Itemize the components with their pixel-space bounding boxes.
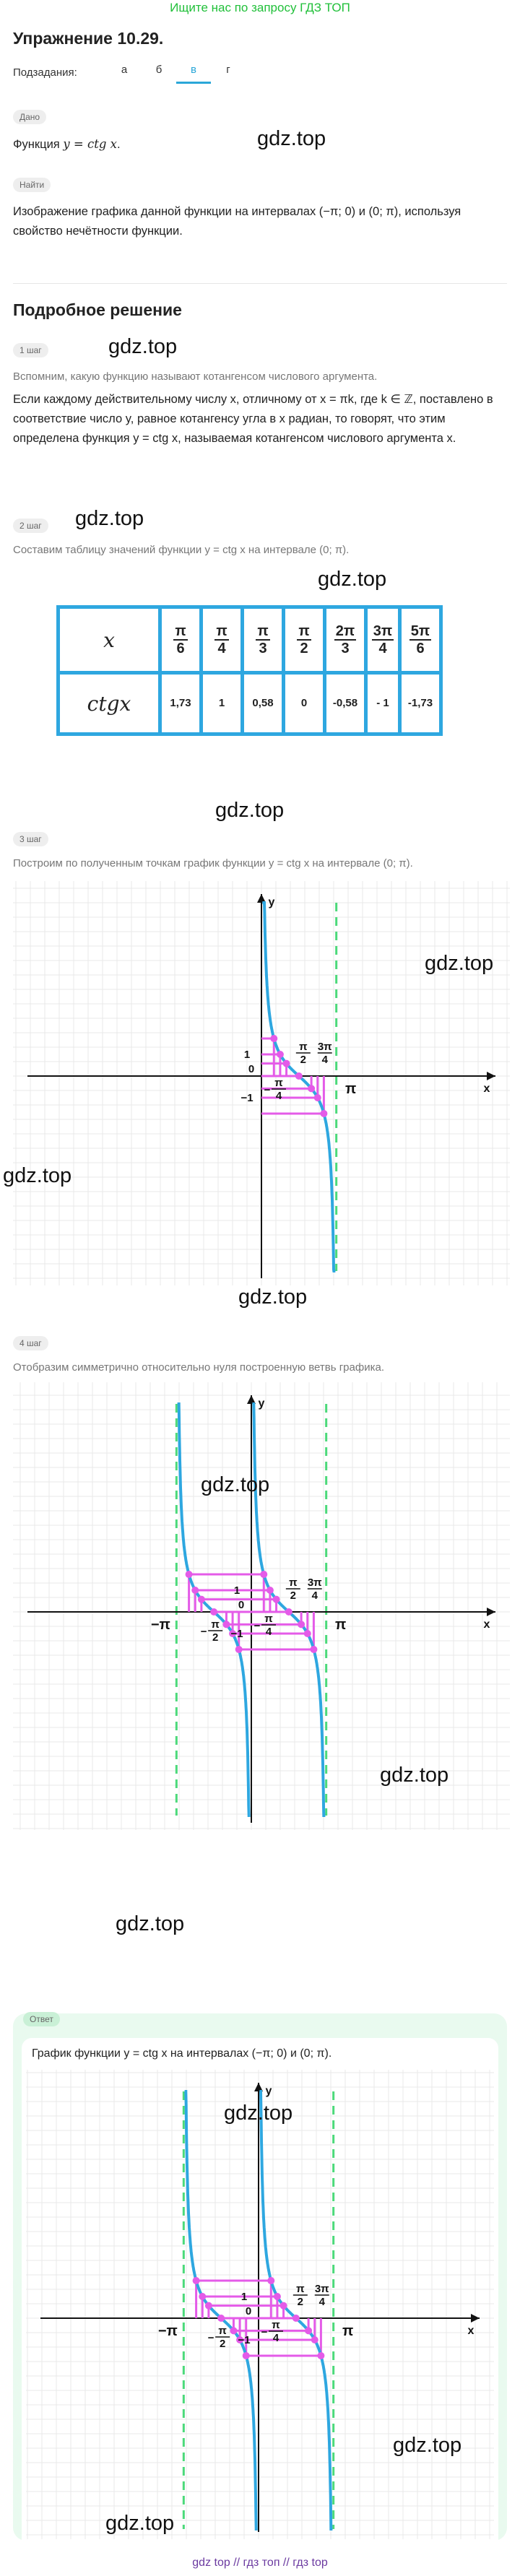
table-cell: $\frac{\pi}{2}$ xyxy=(284,607,325,673)
label-pi-over-2-num: π xyxy=(299,1041,308,1053)
step-3-note: Построим по полученным точкам график функции y = ctg x на интервале (0; π). xyxy=(13,857,413,869)
answer-tag: Ответ xyxy=(23,2012,60,2026)
label-minus-pi-over-2 xyxy=(208,2325,230,2350)
table-cell: $\frac{2\pi}{3}$ xyxy=(325,607,366,673)
label-minus-pi-over-2 xyxy=(201,1618,222,1644)
watermark: gdz.top xyxy=(380,1764,449,1787)
given-text-post: . xyxy=(116,138,121,151)
label-minus-pi-over-2-num: π xyxy=(218,2325,227,2337)
label-pi-over-2-den: 2 xyxy=(300,1054,307,1066)
data-point xyxy=(277,1051,284,1058)
given-text-pre: Функция xyxy=(13,138,64,151)
label-minus-one: −1 xyxy=(240,1092,254,1104)
values-table xyxy=(56,605,443,736)
table-cell: -1,73 xyxy=(400,673,441,734)
subtasks-label: Подзадания: xyxy=(13,66,77,79)
label-3pi-over-4-den: 4 xyxy=(311,1590,318,1602)
watermark: gdz.top xyxy=(224,2102,293,2125)
data-point xyxy=(285,1608,292,1616)
watermark: gdz.top xyxy=(3,1164,72,1187)
x-axis-arrow xyxy=(487,1608,495,1616)
watermark: gdz.top xyxy=(116,1912,185,1935)
label-3pi-over-4-den: 4 xyxy=(318,2296,325,2308)
find-text: Изображение графика данной функции на интервалах (−π; 0) и (0; π), используя свойство нечётности функции. xyxy=(13,205,462,238)
data-point xyxy=(320,1110,327,1117)
table-cell: 1,73 xyxy=(160,673,202,734)
step-1-text: Если каждому действительному числу x, отличному от x = πk, где k ∈ ℤ, поставлено в соответствие число y, равное котангенсу угла в x радиан, то говорят, что этим определена функция y = ctg x, называемая котангенсом числового аргумента x. xyxy=(13,393,493,445)
label-pi: π xyxy=(345,1081,357,1097)
x-axis-label: x xyxy=(483,1618,490,1631)
data-point xyxy=(205,2302,212,2310)
table-cell: 0 xyxy=(284,673,325,734)
label-minus-pi-over-2-den: 2 xyxy=(219,2338,226,2350)
label-3pi-over-4 xyxy=(315,2283,329,2308)
table-cell: $\frac{\pi}{4}$ xyxy=(202,607,243,673)
step-4-tag: 4 шаг xyxy=(13,1336,48,1350)
tab-subtask-g[interactable]: г xyxy=(226,64,230,76)
watermark: gdz.top xyxy=(201,1473,270,1496)
data-point xyxy=(193,2277,200,2284)
data-point xyxy=(267,2277,274,2284)
y-axis-label: y xyxy=(268,896,275,908)
label-minus-pi-over-4-sign: − xyxy=(254,1620,261,1632)
label-3pi-over-4-num: 3π xyxy=(307,1577,322,1589)
tab-subtask-v[interactable]: в xyxy=(176,64,211,84)
data-point xyxy=(283,1060,290,1067)
label-pi-over-2-num: π xyxy=(296,2283,305,2295)
page-title: Упражнение 10.29. xyxy=(13,29,164,48)
data-point xyxy=(210,1608,217,1616)
label-pi: π xyxy=(335,1617,347,1633)
y-axis-label: y xyxy=(258,1397,265,1410)
table-cell: -0,58 xyxy=(325,673,366,734)
label-minus-pi-over-4-den: 4 xyxy=(275,1090,282,1102)
label-pi-over-2 xyxy=(286,1577,300,1602)
data-point xyxy=(274,2293,281,2300)
data-point xyxy=(305,2327,312,2334)
label-minus-pi-over-2-sign: − xyxy=(200,1626,207,1638)
label-3pi-over-4 xyxy=(318,1041,332,1066)
given-text xyxy=(13,134,121,155)
label-one: 1 xyxy=(240,2291,248,2303)
label-one: 1 xyxy=(233,1584,240,1597)
x-axis-label: x xyxy=(467,2325,474,2337)
data-point xyxy=(292,2315,300,2322)
graph-svg xyxy=(13,881,510,1285)
graph-svg xyxy=(26,2070,494,2539)
watermark: gdz.top xyxy=(425,952,494,975)
step-2-note: Составим таблицу значений функции y = ctg x на интервале (0; π). xyxy=(13,544,350,556)
label-minus-pi-over-4-sign: − xyxy=(264,1084,271,1096)
table-header-ctg: ctgx xyxy=(58,673,160,734)
table-cell: $\frac{\pi}{3}$ xyxy=(243,607,284,673)
data-point xyxy=(273,1596,280,1603)
label-3pi-over-4 xyxy=(308,1577,322,1602)
table-row-x xyxy=(58,607,441,673)
table-cell: $\frac{5\pi}{6}$ xyxy=(400,607,441,673)
label-minus-pi-over-4-num: π xyxy=(274,1077,283,1089)
label-minus-pi-over-4-den: 4 xyxy=(265,1626,272,1638)
data-point xyxy=(186,1571,193,1578)
label-pi-over-2 xyxy=(296,1041,311,1066)
watermark: gdz.top xyxy=(215,799,285,822)
data-point xyxy=(311,2336,318,2343)
label-3pi-over-4-num: 3π xyxy=(314,2283,329,2295)
step-4-note: Отобразим симметрично относительно нуля построенную ветвь графика. xyxy=(13,1361,384,1374)
data-point xyxy=(270,1035,277,1042)
step-1-tag: 1 шаг xyxy=(13,343,48,357)
label-3pi-over-4-num: 3π xyxy=(317,1041,332,1053)
label-minus-pi-over-4-num: π xyxy=(264,1613,273,1625)
data-point xyxy=(317,2352,324,2359)
label-minus-pi: −π xyxy=(157,2323,178,2339)
watermark: gdz.top xyxy=(238,1285,308,1309)
step-1-note: Вспомним, какую функцию называют котангенсом числового аргумента. xyxy=(13,370,378,383)
graph-answer xyxy=(26,2070,494,2543)
data-point xyxy=(222,1621,230,1628)
label-3pi-over-4-den: 4 xyxy=(321,1054,328,1066)
data-point xyxy=(235,1646,243,1653)
table-cell: 1 xyxy=(202,673,243,734)
tab-subtask-b[interactable]: б xyxy=(155,64,162,76)
label-pi-over-2-num: π xyxy=(289,1577,298,1589)
x-axis-arrow xyxy=(487,1072,495,1080)
label-zero: 0 xyxy=(248,1063,255,1075)
data-point xyxy=(199,2293,206,2300)
label-minus-pi: −π xyxy=(150,1617,170,1633)
data-point xyxy=(314,1094,321,1101)
label-pi: π xyxy=(342,2323,354,2339)
tab-subtask-a[interactable]: а xyxy=(121,64,128,76)
answer-box xyxy=(13,2013,507,2541)
answer-text: График функции y = ctg x на интервалах (−π; 0) и (0; π). xyxy=(32,2047,332,2060)
step-3-tag: 3 шаг xyxy=(13,832,48,846)
divider xyxy=(13,283,507,284)
data-point xyxy=(266,1587,274,1594)
data-point xyxy=(260,1571,267,1578)
data-point xyxy=(191,1587,199,1594)
label-minus-pi-over-4-den: 4 xyxy=(272,2332,280,2344)
step-2-tag: 2 шаг xyxy=(13,519,48,533)
label-minus-pi-over-4-num: π xyxy=(272,2319,280,2331)
table-cell: 0,58 xyxy=(243,673,284,734)
search-banner: Ищите нас по запросу ГДЗ ТОП xyxy=(170,1,350,14)
data-point xyxy=(217,2315,225,2322)
table-row-ctg xyxy=(58,673,441,734)
label-pi-over-2 xyxy=(293,2283,308,2308)
watermark: gdz.top xyxy=(108,335,178,358)
watermark: gdz.top xyxy=(257,127,326,150)
label-pi-over-2-den: 2 xyxy=(290,1590,297,1602)
y-axis-label: y xyxy=(265,2085,272,2097)
label-minus-one: −1 xyxy=(238,2334,251,2346)
data-point xyxy=(295,1072,303,1080)
find-tag: Найти xyxy=(13,178,51,192)
label-zero: 0 xyxy=(238,1599,245,1611)
watermark: gdz.top xyxy=(105,2512,175,2535)
label-zero: 0 xyxy=(245,2305,252,2317)
data-point xyxy=(310,1646,317,1653)
label-minus-pi-over-2-num: π xyxy=(211,1618,220,1631)
data-point xyxy=(304,1630,311,1637)
data-point xyxy=(198,1596,205,1603)
grid xyxy=(13,1382,510,1830)
watermark: gdz.top xyxy=(318,568,387,591)
label-minus-one: −1 xyxy=(230,1628,243,1640)
data-point xyxy=(243,2352,250,2359)
graph-branch-right xyxy=(13,881,510,1289)
watermark: gdz.top xyxy=(393,2434,462,2457)
given-tag: Дано xyxy=(13,110,46,124)
data-point xyxy=(308,1085,315,1092)
graph-svg xyxy=(13,1382,510,1830)
x-axis-label: x xyxy=(483,1083,490,1095)
table-cell: $\frac{3\pi}{4}$ xyxy=(366,607,400,673)
watermark: gdz.top xyxy=(75,507,144,530)
data-point xyxy=(280,2302,287,2310)
given-formula: y = ctg x xyxy=(63,137,117,151)
table-header-x: x xyxy=(58,607,160,673)
subtask-tabs xyxy=(107,64,246,84)
table-cell: $\frac{\pi}{6}$ xyxy=(160,607,202,673)
label-minus-pi-over-2-sign: − xyxy=(207,2332,214,2344)
label-minus-pi-over-2-den: 2 xyxy=(212,1631,219,1644)
solution-title: Подробное решение xyxy=(13,300,182,319)
label-pi-over-2-den: 2 xyxy=(297,2296,304,2308)
footer-links[interactable]: gdz top // гдз топ // гдз top xyxy=(192,2557,328,2569)
data-point xyxy=(230,2327,237,2334)
label-minus-pi-over-4-sign: − xyxy=(261,2326,268,2338)
data-point xyxy=(298,1621,305,1628)
table-cell: - 1 xyxy=(366,673,400,734)
label-one: 1 xyxy=(243,1049,251,1061)
